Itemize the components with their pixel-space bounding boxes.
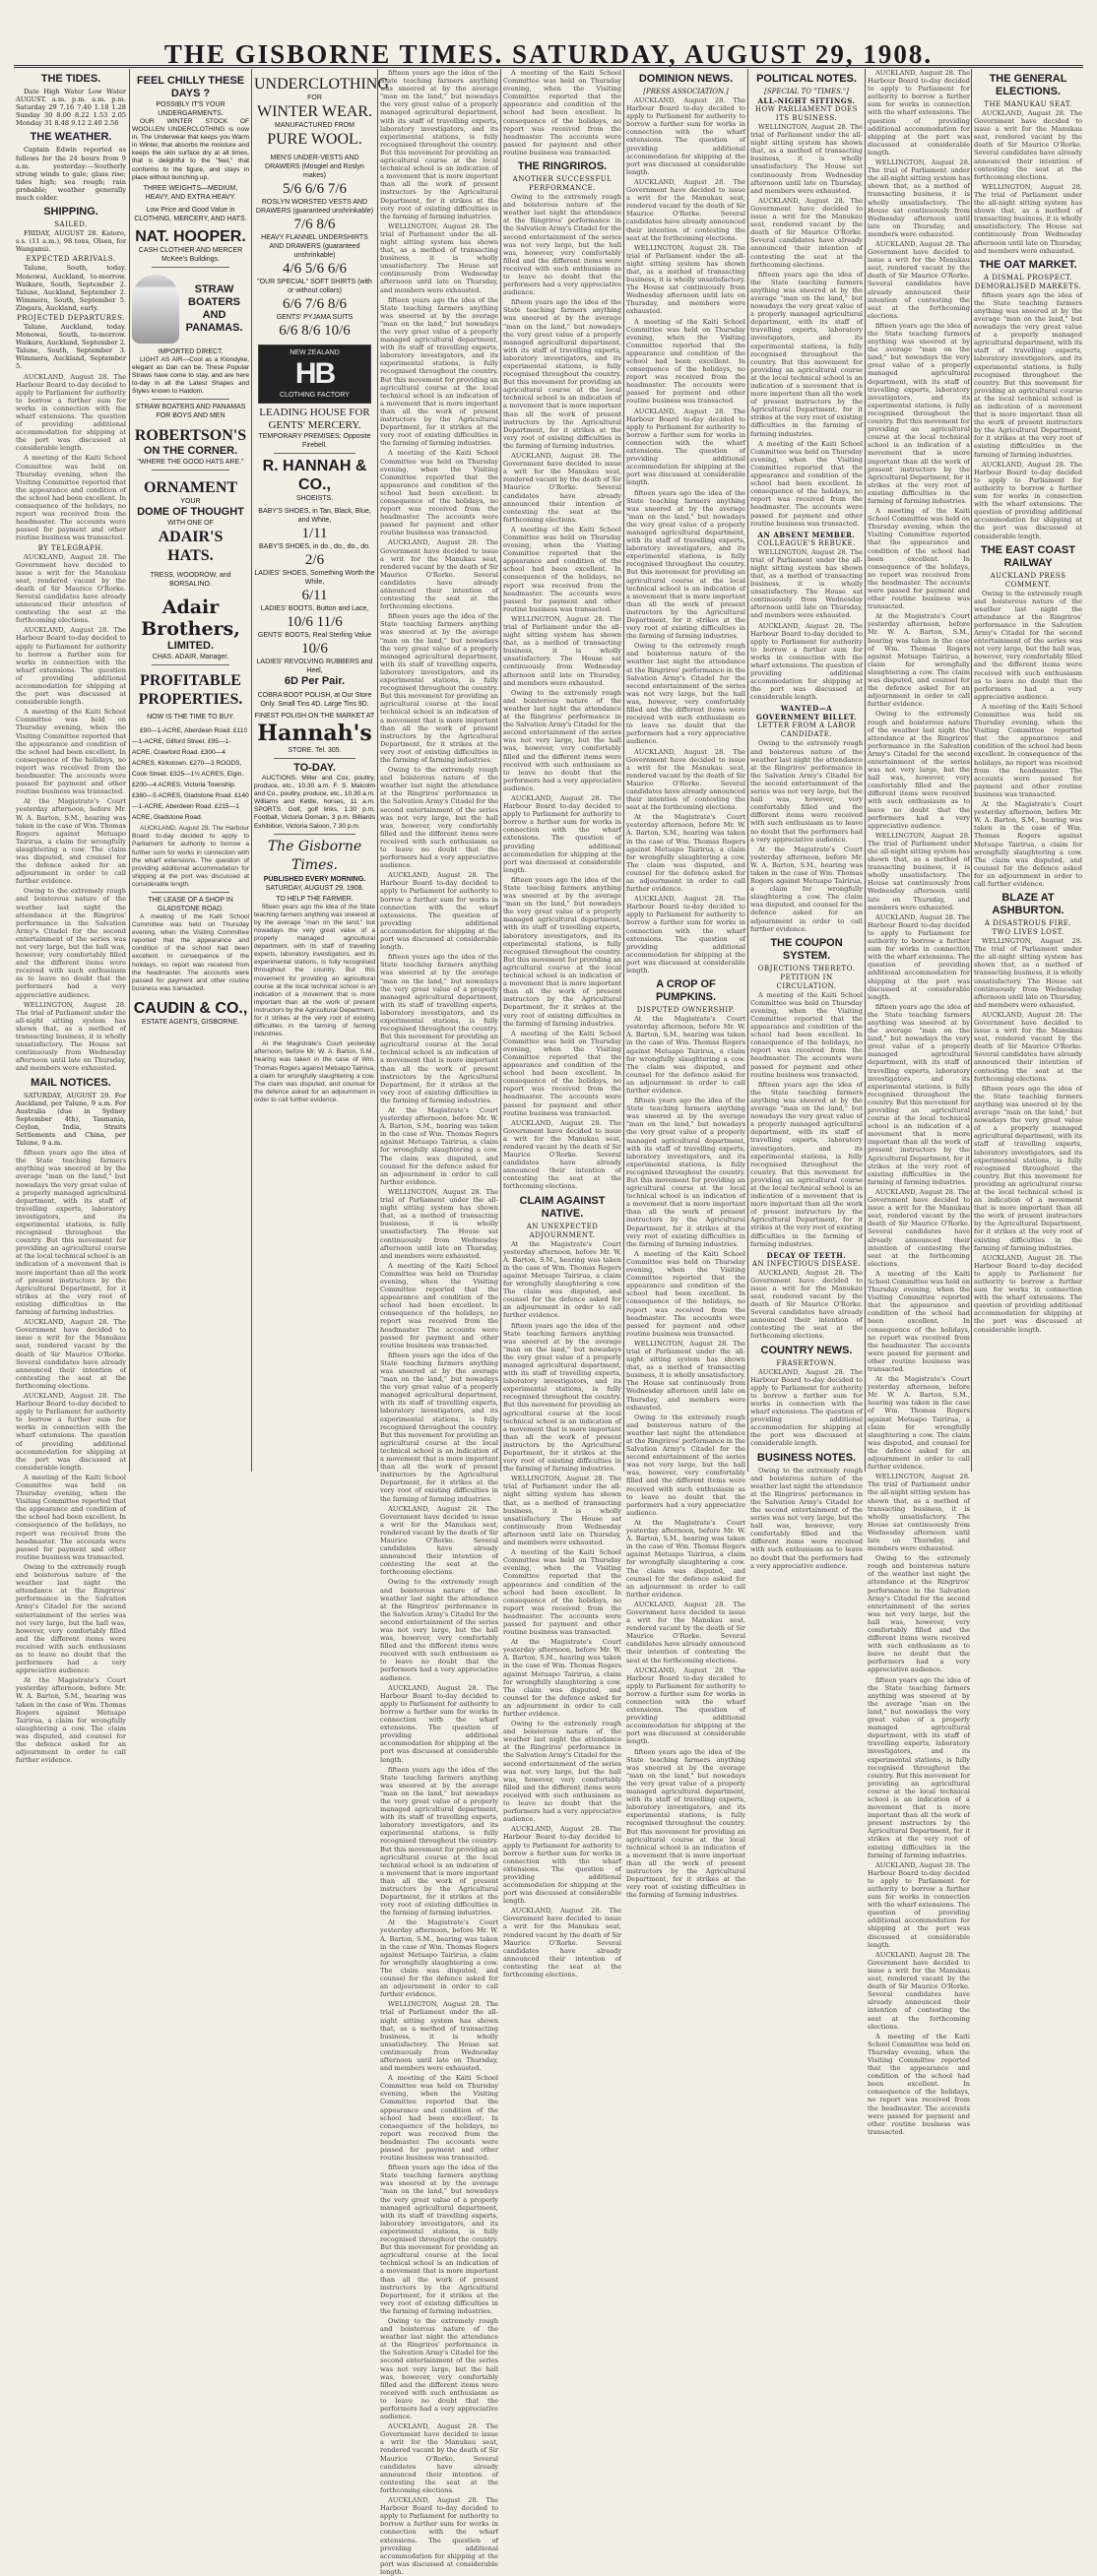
body-paragraph: WELLINGTON, August 28. The trial of Parliament under the all-night sitting system has shown that, as a method of transacting business, it is wholly unsatisfactory. The House sat continuously from Wednesday afternoon until late on Thursday, and members were exhausted. — [503, 614, 621, 687]
straw-ad-sub: IMPORTED DIRECT. — [158, 347, 224, 355]
column-rule — [865, 69, 866, 1472]
body-paragraph: At the Magistrate's Court yesterday afternoon, before Mr. W. A. Barton, S.M., hearing was taken in the case of Wm. Thomas Rogers against Metuapo Tairirua, a claim for wrongfully slaughtering a cow. The claim was disputed, and counsel for the defence asked for an adjournment in order to call further evidence. — [868, 612, 970, 709]
item-label: HEAVY FLANNEL UNDERSHIRTS AND DRAWERS (guaranteed unshrinkable) — [261, 234, 368, 259]
body-paragraph: WELLINGTON, August 28. The trial of Parliament under the all-night sitting system has shown that, as a method of transacting business, it is wholly unsatisfactory. The House sat continuously from Wednesday afternoon until late on Thursday, and members were exhausted. — [380, 2000, 498, 2073]
hannah-name: R. HANNAH & CO., — [262, 458, 367, 493]
body-paragraph: WELLINGTON, August 28. The trial of Parliament under the all-night sitting system has shown that, as a method of transacting business, it is wholly unsatisfactory. The House sat continuously from Wednesday afternoon until late on Thursday, and members were exhausted. — [868, 1473, 970, 1553]
column-rule — [747, 69, 748, 1472]
body-paragraph: A meeting of the Kaiti School Committee was held on Thursday evening, when the Visiting Committee reported that the appearance and condition of the school had been excellent. In consequence of the holidays, no report was received from the headmaster. The accounts were passed for payment and other routine business was transacted. — [503, 525, 621, 613]
arrivals-heading: EXPECTED ARRIVALS. — [26, 255, 116, 264]
body-paragraph: At the Magistrate's Court yesterday afternoon, before Mr. W. A. Barton, S.M., hearing was taken in the case of Wm. Thomas Rogers against Metuapo Tairirua, a claim for wrongfully slaughtering a cow. The claim was disputed, and counsel for the defence asked for an adjournment in order to call further evidence. — [974, 800, 1082, 888]
claim-sub: AN UNEXPECTED ADJOURNMENT. — [526, 1222, 599, 1239]
body-paragraph: AUCKLAND, August 28. The Harbour Board to-day decided to apply to Parliament for authority to borrow a further sum for works in connection with the wharf extensions. The question of providing additional accommodation for shipping at the port was discussed at considerable length. — [380, 871, 498, 952]
column-8 — [868, 69, 1082, 2136]
body-paragraph: At the Magistrate's Court yesterday afternoon, before Mr. W. A. Barton, S.M., hearing was taken in the case of Wm. Thomas Rogers against Metuapo Tairirua, a claim for wrongfully slaughtering a cow. The claim was disputed, and counsel for the defence asked for an adjournment in order to call further evidence. — [750, 845, 863, 933]
body-paragraph: AUCKLAND, August 28. The Government have decided to issue a writ for the Manukau seat, rendered vacant by the death of Sir Maurice O'Rorke. Several candidates have already announced their intention of contesting the seat at the forthcoming elections. — [974, 1010, 1082, 1083]
body-paragraph: A meeting of the Kaiti School Committee was held on Thursday evening, when the Visiting Committee reported that the appearance and condition of the school had been excellent. In consequence of the holidays, no report was received from the headmaster. The accounts were passed for payment and other routine business was transacted. — [380, 2074, 498, 2163]
body-paragraph: At the Magistrate's Court yesterday afternoon, before Mr. W. A. Barton, S.M., hearing was taken in the case of Wm. Thomas Rogers against Metuapo Tairirua, a claim for wrongfully slaughtering a cow. The claim was disputed, and counsel for the defence asked for an adjournment in order to call further evidence. — [626, 813, 745, 894]
body-paragraph: At the Magistrate's Court yesterday afternoon, before Mr. W. A. Barton, S.M., hearing was taken in the case of Wm. Thomas Rogers against Metuapo Tairirua, a claim for wrongfully slaughtering a cow. The claim was disputed, and counsel for the defence asked for an adjournment in order to call further evidence. — [16, 1676, 126, 1765]
ashburton-sub: A DISASTROUS FIRE. — [984, 919, 1072, 928]
body-paragraph: AUCKLAND, August 28. The Government have decided to issue a writ for the Manukau seat, rendered vacant by the death of Sir Maurice O'Rorke. Several candidates have already announced their intention of contesting the seat at the forthcoming elections. — [16, 1318, 126, 1390]
mail-text: SATURDAY, AUGUST 29. For Auckland, per Talune, 9 a.m. For Australia (due in Sydney September 4th), Tasmania, Ceylon, India, Straits Settlements and China, per Talune, 9 a.m. — [16, 1091, 126, 1148]
column-5 — [503, 69, 621, 1979]
column-2-ads — [132, 69, 249, 1472]
body-paragraph: AUCKLAND, August 28. The Government have decided to issue a writ for the Manukau seat, rendered vacant by the death of Sir Maurice O'Rorke. Several candidates have already announced their intention of contesting the seat at the forthcoming elections. — [868, 1187, 970, 1268]
separator — [274, 758, 355, 759]
body-paragraph: A meeting of the Kaiti School Committee was held on Thursday evening, when the Visiting Committee reported that the appearance and condition of the school had been excellent. In consequence of the holidays, no report was received from the headmaster. The accounts were passed for payment and other routine business was transacted. — [868, 2032, 970, 2136]
body-paragraph: Owing to the extremely rough and boisterous nature of the weather last night the attendance at the Ringriros' performance in the Salvation Army's Citadel for the second entertainment of the series was not very large, but the hall was, however, very comfortably filled and the different items were received with such enthusiasm as to leave no doubt that the performers had a very appreciative audience. — [380, 1578, 498, 1682]
body-paragraph: A meeting of the Kaiti School Committee was held on Thursday evening, when the Visiting Committee reported that the appearance and condition of the school had been excellent. In consequence of the holidays, no report was received from the headmaster. The accounts were passed for payment and other routine business was transacted. — [16, 454, 126, 542]
body-paragraph: AUCKLAND, August 28. The Harbour Board to-day decided to apply to Parliament for authority to borrow a further sum for works in connection with the wharf extensions. The question of providing additional accommodation for shipping at the port was discussed at considerable length. — [132, 825, 249, 888]
ad-chilly-text: OUR WINTER STOCK OF WOOLLEN UNDERCLOTHING is now in. The Underwear that keeps you Warm in Winter, that absorbs the moisture and keeps the skin surface dry at all times, that is delightful to the "feel," that conforms to the figure, and stays in place without bunching up. — [132, 118, 249, 181]
shoe-price: 1/11 — [301, 526, 328, 541]
adair-brands: TRESS, WOODROW, and BORSALINO. — [150, 572, 231, 589]
manufactured-from: MANUFACTURED FROM — [275, 122, 355, 129]
body-paragraph: WELLINGTON, August 28. The trial of Parliament under the all-night sitting system has shown that, as a method of transacting business, it is wholly unsatisfactory. The House sat continuously from Wednesday afternoon until late on Thursday, and members were exhausted. — [974, 937, 1082, 1009]
body-paragraph: A meeting of the Kaiti School Committee was held on Thursday evening, when the Visiting Committee reported that the appearance and condition of the school had been excellent. In consequence of the holidays, no report was received from the headmaster. The accounts were passed for payment and other routine business was transacted. — [750, 990, 863, 1079]
body-paragraph: fifteen years ago the idea of the State teaching farmers anything was sneered at by the average "man on the land," but nowadays the very great value of a properly managed agricultural department, with its staff of travelling experts, laboratory investigators, and its experimental stations, is fully recognised throughout the country. But this movement for providing an agricultural course at the local technical school is an indication of a movement that is more important than all the work of present instructors by the Agricultural Department, for it strikes at the very root of existing difficulties in the farming of farming industries. — [626, 488, 745, 641]
editorial-heading: TO HELP THE FARMER. — [276, 895, 354, 903]
body-paragraph: AUCKLAND, August 28. The Harbour Board to-day decided to apply to Parliament for authority to borrow a further sum for works in connection with the wharf extensions. The question of providing additional accommodation for shipping at the port was discussed at considerable length. — [626, 1665, 745, 1746]
billet-sub: LETTER FROM A LABOR CANDIDATE. — [757, 722, 856, 739]
body-paragraph: fifteen years ago the idea of the State teaching farmers anything was sneered at by the average "man on the land," but nowadays the very great value of a properly managed agricultural department, with its staff of travelling experts, laboratory investigators, and its experimental stations, is fully recognised throughout the country. But this movement for providing an agricultural course at the local technical school is an indication of a movement that is more important than all the work of present instructors by the Agricultural Department, for it strikes at the very root of existing difficulties in the farming of farming industries. — [750, 1080, 863, 1248]
shoe-price: 6/11 — [301, 588, 328, 603]
item-label: "OUR SPECIAL" SOFT SHIRTS (with or without collars) — [257, 279, 372, 294]
ad-chilly-price: Low Price and Good Value in CLOTHING, MERCERY, AND HATS. — [134, 206, 247, 222]
body-paragraph: Owing to the extremely rough and boisterous nature of the weather last night the attendance at the Ringriros' performance in the Salvation Army's Citadel for the second entertainment of the series was not very large, but the hall was, however, very comfortably filled and the different items were received with such enthusiasm as to leave no doubt that the performers had a very appreciative audience. — [750, 739, 863, 844]
body-paragraph: fifteen years ago the idea of the State teaching farmers anything was sneered at by the average "man on the land," but nowadays the very great value of a properly managed agricultural department, with its staff of travelling experts, laboratory investigators, and its experimental stations, is fully recognised throughout the country. But this movement for providing an agricultural course at the local technical school is an indication of a movement that is more important than all the work of present instructors by the Agricultural Department, for it strikes at the very root of existing difficulties in the farming of farming industries. — [503, 298, 621, 450]
nat-hooper-name: NAT. HOOPER. — [135, 227, 246, 245]
today-heading: TO-DAY. — [293, 762, 336, 774]
political-sub: [SPECIAL TO "TIMES."] — [764, 88, 849, 95]
body-paragraph: At the Magistrate's Court yesterday afternoon, before Mr. W. A. Barton, S.M., hearing was taken in the case of Wm. Thomas Rogers against Metuapo Tairirua, a claim for wrongfully slaughtering a cow. The claim was disputed, and counsel for the defence asked for an adjournment in order to call further evidence. — [626, 1015, 745, 1095]
separator — [152, 664, 229, 665]
shoe-label: BABY'S SHOES, in do., do., do., do. — [258, 543, 370, 550]
gisborne-times-title: The Gisborne Times. — [267, 838, 362, 873]
body-paragraph: WELLINGTON, August 28. The trial of Parliament under the all-night sitting system has shown that, as a method of transacting business, it is wholly unsatisfactory. The House sat continuously from Wednesday afternoon until late on Thursday, and members were exhausted. — [868, 158, 970, 238]
shoe-label: BABY'S SHOES, in Tan, Black, Blue, and White, — [258, 508, 371, 524]
body-paragraph: AUCKLAND, August 28. The Government have decided to issue a writ for the Manukau seat, rendered vacant by the death of Sir Maurice O'Rorke. Several candidates have already announced their intention of contesting the seat at the forthcoming elections. — [974, 109, 1082, 181]
shoe-price: 6D Per Pair. — [284, 675, 346, 687]
body-paragraph: AUCKLAND, August 28. The Government have decided to issue a writ for the Manukau seat, rendered vacant by the death of Sir Maurice O'Rorke. Several candidates have already announced their intention of contesting the seat at the forthcoming elections. — [626, 1600, 745, 1665]
body-paragraph: AUCKLAND, August 28. The Government have decided to issue a writ for the Manukau seat, rendered vacant by the death of Sir Maurice O'Rorke. Several candidates have already announced their intention of contesting the seat at the forthcoming elections. — [503, 452, 621, 524]
ad-chilly-heading: FEEL CHILLY THESE DAYS ? — [136, 75, 245, 99]
body-paragraph: A meeting of the Kaiti School Committee was held on Thursday evening, when the Visiting Committee reported that the appearance and condition of the school had been excellent. In consequence of the holidays, no report was received from the headmaster. The accounts were passed for payment and other routine business was transacted. — [626, 317, 745, 406]
body-paragraph: AUCKLAND, August 28. The Government have decided to issue a writ for the Manukau seat, rendered vacant by the death of Sir Maurice O'Rorke. Several candidates have already announced their intention of contesting the seat at the forthcoming elections. — [503, 1907, 621, 1979]
body-paragraph: WELLINGTON, August 28. The trial of Parliament under the all-night sitting system has shown that, as a method of transacting business, it is wholly unsatisfactory. The House sat continuously from Wednesday afternoon until late on Thursday, and members were exhausted. — [16, 1000, 126, 1073]
separator — [152, 267, 229, 268]
adair-manager: CHAS. ADAIR, Manager. — [152, 654, 229, 661]
political-sub3: HOW PARLIAMENT DOES ITS BUSINESS. — [754, 105, 859, 122]
body-paragraph: fifteen years ago the idea of the State teaching farmers anything was sneered at by the average "man on the land," but nowadays the very great value of a properly managed agricultural department, with its staff of travelling experts, laboratory investigators, and its experimental stations, is fully recognised throughout the country. But this movement for providing an agricultural course at the local technical school is an indication of a movement that is more important than all the work of present instructors by the Agricultural Department, for it strikes at the very root of existing difficulties in the farming of farming industries. — [380, 1765, 498, 1917]
separator — [274, 834, 355, 835]
body-paragraph: fifteen years ago the idea of the State teaching farmers anything was sneered at by the average "man on the land," but nowadays the very great value of a properly managed agricultural department, with its staff of travelling experts, laboratory investigators, and its experimental stations, is fully recognised throughout the country. But this movement for providing an agricultural course at the local technical school is an indication of a movement that is more important than all the work of present instructors by the Agricultural Department, for it strikes at the very root of existing difficulties in the farming of farming industries. — [380, 612, 498, 764]
column-1 — [16, 69, 126, 1765]
body-paragraph: WELLINGTON, August 28. The trial of Parliament under the all-night sitting system has shown that, as a method of transacting business, it is wholly unsatisfactory. The House sat continuously from Wednesday afternoon until late on Thursday, and members were exhausted. — [750, 547, 863, 620]
ashburton-sub2: TWO LIVES LOST. — [992, 928, 1065, 937]
absent-member-heading: AN ABSENT MEMBER. — [757, 530, 856, 539]
body-paragraph: AUCKLAND, August 28. The Harbour Board to-day decided to apply to Parliament for authority to borrow a further sum for works in connection with the wharf extensions. The question of providing additional accommodation for shipping at the port was discussed at considerable length. — [16, 1391, 126, 1472]
body-paragraph: WELLINGTON, August 28. The trial of Parliament under the all-night sitting system has shown that, as a method of transacting business, it is wholly unsatisfactory. The House sat continuously from Wednesday afternoon until late on Thursday, and members were exhausted. — [868, 831, 970, 911]
body-paragraph: fifteen years ago the idea of the State teaching farmers anything was sneered at by the average "man on the land," but nowadays the very great value of a properly managed agricultural department, with its staff of travelling experts, laboratory investigators, and its experimental stations, is fully recognised throughout the country. But this movement for providing an agricultural course at the local technical school is an indication of a movement that is more important than all the work of present instructors by the Agricultural Department, for it strikes at the very root of existing difficulties in the farming of farming industries. — [503, 875, 621, 1028]
body-paragraph: AUCKLAND, August 28. The Harbour Board to-day decided to apply to Parliament for authority to borrow a further sum for works in connection with the wharf extensions. The question of providing additional accommodation for shipping at the port was discussed at considerable length. — [626, 895, 745, 975]
winter-wear: WINTER WEAR. — [256, 103, 372, 120]
body-paragraph: Owing to the extremely rough and boisterous nature of the weather last night the attendance at the Ringriros' performance in the Salvation Army's Citadel for the second entertainment of the series was not very large, but the hall was, however, very comfortably filled and the different items were received with such enthusiasm as to leave no doubt that the performers had a very appreciative audience. — [750, 1466, 863, 1570]
ringriros-sub: ANOTHER SUCCESSFUL PERFORMANCE. — [512, 175, 613, 193]
column-8-inner — [868, 69, 1082, 2136]
shoe-price: 10/6 11/6 — [287, 614, 343, 630]
tides-table: Date High Water Low Water AUGUST. a.m. p.m. a.m. p.m. Saturday 29 7.16 7.40 1.18 1.28 Sunday 30 8.00 8.22 1.53 2.05 Monday 31 8.48 9.12 2.40 2.56 — [16, 88, 126, 128]
body-paragraph: AUCKLAND, August 28. The Harbour Board to-day decided to apply to Parliament for authority to borrow a further sum for works in connection with the wharf extensions. The question of providing additional accommodation for shipping at the port was discussed at considerable length. — [974, 460, 1082, 540]
masthead: THE GISBORNE TIMES. SATURDAY, AUGUST 29, 1908. — [163, 39, 934, 69]
shoe-label: LADIES' BOOTS, Button and Lace, — [260, 605, 369, 612]
item-price: 6/6 7/6 8/6 — [282, 296, 347, 312]
political-heading: POLITICAL NOTES. — [756, 73, 857, 85]
nat-hooper-sub: CASH CLOTHIER AND MERCER McKee's Buildings. — [138, 246, 243, 263]
pure-wool: PURE WOOL. — [267, 131, 362, 148]
tides-heading: THE TIDES. — [40, 73, 101, 85]
body-paragraph: At the Magistrate's Court yesterday afternoon, before Mr. W. A. Barton, S.M., hearing was taken in the case of Wm. Thomas Rogers against Metuapo Tairirua, a claim for wrongfully slaughtering a cow. The claim was disputed, and counsel for the defence asked for an adjournment in order to call further evidence. — [868, 1375, 970, 1472]
shipping-heading: SHIPPING. — [43, 206, 98, 219]
body-paragraph: A meeting of the Kaiti School Committee was held on Thursday evening, when the Visiting Committee reported that the appearance and condition of the school had been excellent. In consequence of the holidays, no report was received from the headmaster. The accounts were passed for payment and other routine business was transacted. — [132, 912, 249, 992]
body-paragraph: AUCKLAND, August 28. The Government have decided to issue a writ for the Manukau seat, rendered vacant by the death of Sir Maurice O'Rorke. Several candidates have already announced their intention of contesting the seat at the forthcoming elections. — [380, 538, 498, 611]
body-paragraph: Owing to the extremely rough and boisterous nature of the weather last night the attendance at the Ringriros' performance in the Salvation Army's Citadel for the second entertainment of the series was not very large, but the hall was, however, very comfortably filled and the different items were received with such enthusiasm as to leave no doubt that the performers had a very appreciative audience. — [380, 766, 498, 870]
body-paragraph: WELLINGTON, August 28. The trial of Parliament under the all-night sitting system has shown that, as a method of transacting business, it is wholly unsatisfactory. The House sat continuously from Wednesday afternoon until late on Thursday, and members were exhausted. — [626, 243, 745, 316]
column-8a — [868, 69, 970, 2136]
body-paragraph: fifteen years ago the idea of the State teaching farmers anything was sneered at by the average "man on the land," but nowadays the very great value of a properly managed agricultural department, with its staff of travelling experts, laboratory investigators, and its experimental stations, is fully recognised throughout the country. But this movement for providing an agricultural course at the local technical school is an indication of a movement that is more important than all the work of present instructors by the Agricultural Department, for it strikes at the very root of existing difficulties in the farming of farming industries. — [974, 290, 1082, 459]
body-paragraph: Owing to the extremely rough and boisterous nature of the weather last night the attendance at the Ringriros' performance in the Salvation Army's Citadel for the second entertainment of the series was not very large, but the hall was, however, very comfortably filled and the different items were received with such enthusiasm as to leave no doubt that the performers had a very appreciative audience. — [626, 642, 745, 746]
mail-heading: MAIL NOTICES. — [31, 1076, 111, 1089]
oat-market-sub: A DISMAL PROSPECT. — [983, 273, 1073, 282]
hb-logo-mark: HB — [294, 357, 335, 390]
body-paragraph: fifteen years ago the idea of the State teaching farmers anything was sneered at by the average "man on the land," but nowadays the very great value of a properly managed agricultural department, with its staff of travelling experts, laboratory investigators, and its experimental stations, is fully recognised throughout the country. But this movement for providing an agricultural course at the local technical school is an indication of a movement that is more important than all the work of present instructors by the Agricultural Department, for it strikes at the very root of existing difficulties in the farming of farming industries. — [503, 1321, 621, 1474]
body-paragraph: A meeting of the Kaiti School Committee was held on Thursday evening, when the Visiting Committee reported that the appearance and condition of the school had been excellent. In consequence of the holidays, no report was received from the headmaster. The accounts were passed for payment and other routine business was transacted. — [380, 1261, 498, 1350]
underclothing-for: FOR — [307, 94, 322, 101]
underclothing-heading: UNDERCLOTHING — [254, 76, 389, 93]
departures-text: Talune, Auckland, today. Monowai, South, to-morrow. Waikare, Auckland, September 2. Talune, South, September 3. Wimmera, Auckland, September 5. — [16, 322, 126, 371]
body-paragraph: A meeting of the Kaiti School Committee was held on Thursday evening, when the Visiting Committee reported that the appearance and condition of the school had been excellent. In consequence of the holidays, no report was received from the headmaster. The accounts were passed for payment and other routine business was transacted. — [626, 1249, 745, 1338]
body-paragraph: AUCKLAND, August 28. The Harbour Board to-day decided to apply to Parliament for authority to borrow a further sum for works in connection with the wharf extensions. The question of providing additional accommodation for shipping at the port was discussed at considerable length. — [380, 2496, 498, 2576]
business-notes-heading: BUSINESS NOTES. — [756, 1451, 857, 1464]
body-paragraph: fifteen years ago the idea of the State teaching farmers anything was sneered at by the average "man on the land," but nowadays the very great value of a properly managed agricultural department, with its staff of travelling experts, laboratory investigators, and its experimental stations, is fully recognised throughout the country. But this movement for providing an agricultural course at the local technical school is an indication of a movement that is more important than all the work of present instructors by the Agricultural Department, for it strikes at the very root of existing difficulties in the farming of farming industries. — [868, 1002, 970, 1186]
robertson-tag: "WHERE THE GOOD HATS ARE." — [137, 459, 244, 467]
hannahs-store: Hannah's — [257, 721, 372, 746]
properties-list: £90—1-ACRE, Aberdeen Road. £110—1-ACRE, Gilford Street. £95—1-ACRE, Crawford Road. £300—4 ACRES, Kirkstown. £270—3 ROODS, Cook Street. £325—1½ ACRES, Elgin. £200—4 ACRES, Victoria Township. £380—5 ACRES, Gladstone Road. £140—1-ACRE, Aberdeen Road. £215—1 ACRE, Gladstone Road. — [132, 727, 249, 822]
country-news-sub: FRASERTOWN. — [776, 1358, 837, 1367]
adair-hats: HATS. — [167, 547, 214, 565]
body-paragraph: A meeting of the Kaiti School Committee was held on Thursday evening, when the Visiting Committee reported that the appearance and condition of the school had been excellent. In consequence of the holidays, no report was received from the headmaster. The accounts were passed for payment and other routine business was transacted. — [380, 449, 498, 537]
teeth-sub: AN INFECTIOUS DISEASE. — [751, 1259, 862, 1268]
robertson-sub: FOR BOYS AND MEN — [156, 412, 226, 420]
caudin-sub: ESTATE AGENTS, GISBORNE. — [141, 1018, 240, 1026]
adair-line1: YOUR — [180, 498, 201, 506]
body-paragraph: AUCKLAND, August 28. The Harbour Board to-day decided to apply to Parliament for authority to borrow a further sum for works in connection with the wharf extensions. The question of providing additional accommodation for shipping at the port was discussed at considerable length. — [626, 96, 745, 176]
body-paragraph: AUCKLAND, August 28. The Harbour Board to-day decided to apply to Parliament for authority to borrow a further sum for works in connection with the wharf extensions. The question of providing additional accommodation for shipping at the port was discussed at considerable length. — [503, 793, 621, 874]
caudin-name: CAUDIN & CO., — [133, 999, 248, 1017]
elections-heading: THE GENERAL ELECTIONS. — [989, 73, 1067, 97]
body-paragraph: A meeting of the Kaiti School Committee was held on Thursday evening, when the Visiting Committee reported that the appearance and condition of the school had been excellent. In consequence of the holidays, no report was received from the headmaster. The accounts were passed for payment and other routine business was transacted. — [750, 439, 863, 528]
body-paragraph: AUCKLAND, August 28. The Government have decided to issue a writ for the Manukau seat, rendered vacant by the death of Sir Maurice O'Rorke. Several candidates have already announced their intention of contesting the seat at the forthcoming elections. — [503, 1118, 621, 1191]
straw-ad-text: LIGHT AS AIR—Cool as a Klondyke, elegant as Dan can be. These Popular Straws have come to stay, and are here to-day in all the Latest Shapes and Styles known to Hatdom. — [132, 355, 249, 396]
body-paragraph: A meeting of the Kaiti School Committee was held on Thursday evening, when the Visiting Committee reported that the appearance and condition of the school had been excellent. In consequence of the holidays, no report was received from the headmaster. The accounts were passed for payment and other routine business was transacted. — [16, 708, 126, 796]
separator — [152, 399, 229, 400]
straw-ad — [132, 271, 249, 347]
properties-sub: NOW IS THE TIME TO BUY. — [147, 714, 234, 722]
masthead-rule-2 — [14, 67, 1083, 68]
body-paragraph: AUCKLAND, August 28. The Harbour Board to-day decided to apply to Parliament for authority to borrow a further sum for works in connection with the wharf extensions. The question of providing additional accommodation for shipping at the port was discussed at considerable length. — [750, 1367, 863, 1448]
body-paragraph: fifteen years ago the idea of the State teaching farmers anything was sneered at by the average "man on the land," but nowadays the very great value of a properly managed agricultural department, with its staff of travelling experts, laboratory investigators, and its experimental stations, is fully recognised throughout the country. But this movement for providing an agricultural course at the local technical school is an indication of a movement that is more important than all the work of present instructors by the Agricultural Department, for it strikes at the very root of existing difficulties in the farming of farming industries. — [750, 270, 863, 438]
properties-heading: PROFITABLE PROPERTIES. — [138, 672, 243, 709]
body-paragraph: AUCKLAND, August 28. The Government have decided to issue a writ for the Manukau seat, rendered vacant by the death of Sir Maurice O'Rorke. Several candidates have already announced their intention of contesting the seat at the forthcoming elections. — [750, 1268, 863, 1341]
pumpkins-heading: A CROP OF PUMPKINS. — [655, 978, 717, 1004]
adair-ornament: ORNAMENT — [143, 479, 238, 497]
column-7 — [750, 69, 863, 1570]
body-paragraph: WELLINGTON, August 28. The trial of Parliament under the all-night sitting system has shown that, as a method of transacting business, it is wholly unsatisfactory. The House sat continuously from Wednesday afternoon until late on Thursday, and members were exhausted. — [503, 1475, 621, 1547]
leading-house: LEADING HOUSE FOR GENTS' MERCERY. — [259, 407, 370, 431]
finest-polish: FINEST POLISH ON THE MARKET AT — [254, 713, 375, 720]
column-8b — [974, 69, 1082, 1472]
body-paragraph: A meeting of the Kaiti School Committee was held on Thursday evening, when the Visiting Committee reported that the appearance and condition of the school had been excellent. In consequence of the holidays, no report was received from the headmaster. The accounts were passed for payment and other routine business was transacted. — [868, 507, 970, 611]
body-paragraph: fifteen years ago the idea of the State teaching farmers anything was sneered at by the average "man on the land," but nowadays the very great value of a properly managed agricultural department, with its staff of travelling experts, laboratory investigators, and its experimental stations, is fully recognised throughout the country. But this movement for providing an agricultural course at the local technical school is an indication of a movement that is more important than all the work of present instructors by the Agricultural Department, for it strikes at the very root of existing difficulties in the farming of farming industries. — [380, 69, 498, 220]
body-paragraph: WELLINGTON, August 28. The trial of Parliament under the all-night sitting system has shown that, as a method of transacting business, it is wholly unsatisfactory. The House sat continuously from Wednesday afternoon until late on Thursday, and members were exhausted. — [626, 1339, 745, 1412]
item-label: MEN'S UNDER-VESTS AND DRAWERS (Mosgiel and Roslyn makes) — [265, 155, 364, 179]
country-news-heading: COUNTRY NEWS. — [760, 1344, 853, 1356]
coupon-sub2: PETITION IN CIRCULATION. — [776, 973, 837, 990]
body-paragraph: Owing to the extremely rough and boisterous nature of the weather last night the attendance at the Ringriros' performance in the Salvation Army's Citadel for the second entertainment of the series was not very large, but the hall was, however, very comfortably filled and the different items were received with such enthusiasm as to leave no doubt that the performers had a very appreciative audience. — [503, 193, 621, 297]
column-rule — [377, 69, 378, 1472]
body-paragraph: A meeting of the Kaiti School Committee was held on Thursday evening, when the Visiting Committee reported that the appearance and condition of the school had been excellent. In consequence of the holidays, no report was received from the headmaster. The accounts were passed for payment and other routine business was transacted. — [974, 702, 1082, 798]
sailed-heading: SAILED. — [54, 220, 88, 229]
body-paragraph: At the Magistrate's Court yesterday afternoon, before Mr. W. A. Barton, S.M., hearing was taken in the case of Wm. Thomas Rogers against Metuapo Tairirua, a claim for wrongfully slaughtering a cow. The claim was disputed, and counsel for the defence asked for an adjournment in order to call further evidence. — [380, 1106, 498, 1186]
body-paragraph: Owing to the extremely rough and boisterous nature of the weather last night the attendance at the Ringriros' performance in the Salvation Army's Citadel for the second entertainment of the series was not very large, but the hall was, however, very comfortably filled and the different items were received with such enthusiasm as to leave no doubt that the performers had a very appreciative audience. — [868, 710, 970, 830]
shoe-label: GENTS' BOOTS, Real Sterling Value — [257, 632, 372, 639]
arrivals-text: Talune, South, today. Monowai, Auckland, to-morrow. Waikare, South, September 2. Talune, Auckland, September 2. Wimmera, South, September 5. Zingara, Auckland, early. — [16, 264, 126, 312]
body-paragraph: fifteen years ago the idea of the State teaching farmers anything was sneered at by the average "man on the land," but nowadays the very great value of a properly managed agricultural department, with its staff of travelling experts, laboratory investigators, and its experimental stations, is fully recognised throughout the country. But this movement for providing an agricultural course at the local technical school is an indication of a movement that is more important than all the work of present instructors by the Agricultural Department, for it strikes at the very root of existing difficulties in the farming of farming industries. — [974, 1084, 1082, 1252]
separator — [152, 470, 229, 471]
body-paragraph: fifteen years ago the idea of the State teaching farmers anything was sneered at by the average "man on the land," but nowadays the very great value of a properly managed agricultural department, with its staff of travelling experts, laboratory investigators, and its experimental stations, is fully recognised throughout the country. But this movement for providing an agricultural course at the local technical school is an indication of a movement that is more important than all the work of present instructors by the Agricultural Department, for it strikes at the very root of existing difficulties in the farming of farming industries. — [868, 321, 970, 505]
shoe-label: LADIES' REVOLVING RUBBERS and Heel, — [256, 659, 373, 674]
body-paragraph: WELLINGTON, August 28. The trial of Parliament under the all-night sitting system has shown that, as a method of transacting business, it is wholly unsatisfactory. The House sat continuously from Wednesday afternoon until late on Thursday, and members were exhausted. — [974, 182, 1082, 255]
ad-chilly-sub: POSSIBLY IT'S YOUR UNDERGARMENTS. — [156, 101, 226, 117]
gisborne-times-sub: PUBLISHED EVERY MORNING. — [263, 875, 366, 883]
body-paragraph: At the Magistrate's Court yesterday afternoon, before Mr. W. A. Barton, S.M., hearing was taken in the case of Wm. Thomas Rogers against Metuapo Tairirua, a claim for wrongfully slaughtering a cow. The claim was disputed, and counsel for the defence asked for an adjournment in order to call further evidence. — [626, 1518, 745, 1599]
hat-illustration — [132, 275, 179, 344]
teeth-heading: DECAY OF TEETH. — [766, 1250, 847, 1260]
telegraph-heading: BY TELEGRAPH. — [37, 543, 104, 552]
straw-ad-heading: STRAW BOATERS AND PANAMAS. — [185, 283, 243, 334]
today-text: AUCTIONS. Miller and Cox, poultry, produce, etc., 10.30 a.m. F. S. Malcolm and Co., poultry, produce, etc., 10.30 a.m. Williams and Kettle, horses, 11 a.m. SPORTS. Golf, golf links, 1.30 p.m. Football, Victoria Domain, 3 p.m. Billiards Exhibition, Victoria Saloon, 7.30 p.m. — [254, 775, 375, 830]
adair-line2: DOME OF THOUGHT — [137, 506, 244, 519]
body-paragraph: fifteen years ago the idea of the State teaching farmers anything was sneered at by the average "man on the land," but nowadays the very great value of a properly managed agricultural department, with its staff of travelling experts, laboratory investigators, and its experimental stations, is fully recognised throughout the country. But this movement for providing an agricultural course at the local technical school is an indication of a movement that is more important than all the work of present instructors by the Agricultural Department, for it strikes at the very root of existing difficulties in the farming of farming industries. — [626, 1097, 745, 1248]
body-paragraph: WELLINGTON, August 28. The trial of Parliament under the all-night sitting system has shown that, as a method of transacting business, it is wholly unsatisfactory. The House sat continuously from Wednesday afternoon until late on Thursday, and members were exhausted. — [380, 221, 498, 294]
weather-heading: THE WEATHER. — [30, 131, 112, 144]
body-paragraph: AUCKLAND, August 28. The Government have decided to issue a writ for the Manukau seat, rendered vacant by the death of Sir Maurice O'Rorke. Several candidates have already announced their intention of contesting the seat at the forthcoming elections. — [16, 552, 126, 625]
elections-sub: THE MANUKAU SEAT. — [984, 100, 1072, 108]
body-paragraph: At the Magistrate's Court yesterday afternoon, before Mr. W. A. Barton, S.M., hearing was taken in the case of Wm. Thomas Rogers against Metuapo Tairirua, a claim for wrongfully slaughtering a cow. The claim was disputed, and counsel for the defence asked for an adjournment in order to call further evidence. — [503, 1239, 621, 1320]
column-rule — [251, 69, 252, 1472]
gisborne-times-date: SATURDAY, AUGUST 29, 1908. — [265, 884, 364, 892]
body-paragraph: fifteen years ago the idea of the State teaching farmers anything was sneered at by the average "man on the land," but nowadays the very great value of a properly managed agricultural department, with its staff of travelling experts, laboratory investigators, and its experimental stations, is fully recognised throughout the country. But this movement for providing an agricultural course at the local technical school is an indication of a movement that is more important than all the work of present instructors by the Agricultural Department, for it strikes at the very root of existing difficulties in the farming of farming industries. — [16, 1149, 126, 1317]
oat-market-sub2: DEMORALISED MARKETS. — [974, 282, 1082, 290]
body-paragraph: Owing to the extremely rough and boisterous nature of the weather last night the attendance at the Ringriros' performance in the Salvation Army's Citadel for the second entertainment of the series was not very large, but the hall was, however, very comfortably filled and the different items were received with such enthusiasm as to leave no doubt that the performers had a very appreciative audience. — [503, 688, 621, 792]
absent-member-sub: COLLEAGUE'S REBUKE. — [757, 538, 856, 547]
body-paragraph: AUCKLAND, August 28. The Government have decided to issue a writ for the Manukau seat, rendered vacant by the death of Sir Maurice O'Rorke. Several candidates have already announced their intention of contesting the seat at the forthcoming elections. — [750, 196, 863, 269]
dominion-sub: [PRESS ASSOCIATION.] — [643, 88, 729, 95]
sailed-text: FRIDAY, AUGUST 28. Katoro, s.s. (11 a.m.), 98 tons, Olsen, for Wanganui. — [16, 229, 126, 254]
body-paragraph: AUCKLAND, August 28. The Government have decided to issue a writ for the Manukau seat, rendered vacant by the death of Sir Maurice O'Rorke. Several candidates have already announced their intention of contesting the seat at the forthcoming elections. — [380, 1504, 498, 1577]
adair-brothers: Adair Brothers, — [141, 597, 240, 641]
railway-heading: THE EAST COAST RAILWAY — [981, 543, 1075, 569]
ashburton-heading: BLAZE AT ASHBURTON. — [992, 892, 1065, 917]
item-label: ROSLYN WORSTED VESTS AND DRAWERS (guaranteed unshrinkable) — [255, 199, 374, 215]
body-paragraph: fifteen years ago the idea of the State teaching farmers anything was sneered at by the average "man on the land," but nowadays the very great value of a properly managed agricultural department, with its staff of travelling experts, laboratory investigators, and its experimental stations, is fully recognised throughout the country. But this movement for providing an agricultural course at the local technical school is an indication of a movement that is more important than all the work of present instructors by the Agricultural Department, for it strikes at the very root of existing difficulties in the farming of farming industries. — [626, 1747, 745, 1900]
body-paragraph: Owing to the extremely rough and boisterous nature of the weather last night the attendance at the Ringriros' performance in the Salvation Army's Citadel for the second entertainment of the series was not very large, but the hall was, however, very comfortably filled and the different items were received with such enthusiasm as to leave no doubt that the performers had a very appreciative audience. — [626, 1413, 745, 1517]
column-3 — [254, 69, 389, 1472]
shoe-price: 2/6 — [304, 552, 325, 568]
column-rule — [623, 69, 624, 1472]
body-paragraph: fifteen years ago the idea of the State teaching farmers anything was sneered at by the average "man on the land," but nowadays the very great value of a properly managed agricultural department, with its staff of travelling experts, laboratory investigators, and its experimental stations, is fully recognised throughout the country. But this movement for providing an agricultural course at the local technical school is an indication of a movement that is more important than all the work of present instructors by the Agricultural Department, for it strikes at the very root of existing difficulties in the farming of farming industries. — [868, 1675, 970, 1859]
body-paragraph: AUCKLAND, August 28. The Government have decided to issue a writ for the Manukau seat, rendered vacant by the death of Sir Maurice O'Rorke. Several candidates have already announced their intention of contesting the seat at the forthcoming elections. — [626, 177, 745, 242]
body-paragraph: AUCKLAND, August 28. The Harbour Board to-day decided to apply to Parliament for authority to borrow a further sum for works in connection with the wharf extensions. The question of providing additional accommodation for shipping at the port was discussed at considerable length. — [16, 626, 126, 707]
hb-logo-top: NEW ZEALAND — [290, 349, 340, 356]
body-paragraph: fifteen years ago the idea of the State teaching farmers anything was sneered at by the average "man on the land," but nowadays the very great value of a properly managed agricultural department, with its staff of travelling experts, laboratory investigators, and its experimental stations, is fully recognised throughout the country. But this movement for providing an agricultural course at the local technical school is an indication of a movement that is more important than all the work of present instructors by the Agricultural Department, for it strikes at the very root of existing difficulties in the farming of farming industries. — [254, 903, 375, 1038]
separator — [274, 453, 355, 454]
adair-name: ADAIR'S — [158, 529, 224, 546]
body-paragraph: At the Magistrate's Court yesterday afternoon, before Mr. W. A. Barton, S.M., hearing was taken in the case of Wm. Thomas Rogers against Metuapo Tairirua, a claim for wrongfully slaughtering a cow. The claim was disputed, and counsel for the defence asked for an adjournment in order to call further evidence. — [503, 1638, 621, 1718]
hannah-sub: SHOEISTS. — [295, 495, 334, 502]
hannahs-tel: STORE. Tel. 305. — [288, 747, 342, 754]
body-paragraph: AUCKLAND, August 28. The Harbour Board to-day decided to apply to Parliament for authority to borrow a further sum for works in connection with the wharf extensions. The question of providing additional accommodation for shipping at the port was discussed at considerable length. — [868, 69, 970, 157]
pumpkins-sub: DISPUTED OWNERSHIP. — [636, 1006, 736, 1015]
body-paragraph: fifteen years ago the idea of the State teaching farmers anything was sneered at by the average "man on the land," but nowadays the very great value of a properly managed agricultural department, with its staff of travelling experts, laboratory investigators, and its experimental stations, is fully recognised throughout the country. But this movement for providing an agricultural course at the local technical school is an indication of a movement that is more important than all the work of present instructors by the Agricultural Department, for it strikes at the very root of existing difficulties in the farming of farming industries. — [380, 1351, 498, 1503]
robertson-corner: ON THE CORNER. — [143, 445, 238, 458]
body-paragraph: fifteen years ago the idea of the State teaching farmers anything was sneered at by the average "man on the land," but nowadays the very great value of a properly managed agricultural department, with its staff of travelling experts, laboratory investigators, and its experimental stations, is fully recognised throughout the country. But this movement for providing an agricultural course at the local technical school is an indication of a movement that is more important than all the work of present instructors by the Agricultural Department, for it strikes at the very root of existing difficulties in the farming of farming industries. — [380, 2164, 498, 2315]
political-sub2: ALL-NIGHT SITTINGS. — [757, 96, 856, 105]
coupon-sub: OBJECTIONS THERETO. — [757, 964, 856, 973]
body-paragraph: AUCKLAND, August 28. The Government have decided to issue a writ for the Manukau seat, rendered vacant by the death of Sir Maurice O'Rorke. Several candidates have already announced their intention of contesting the seat at the forthcoming elections. — [380, 2422, 498, 2494]
shoe-label: LADIES' SHOES, Something Worth the While, — [254, 570, 375, 586]
body-paragraph: A meeting of the Kaiti School Committee was held on Thursday evening, when the Visiting Committee reported that the appearance and condition of the school had been excellent. In consequence of the holidays, no report was received from the headmaster. The accounts were passed for payment and other routine business was transacted. — [503, 1029, 621, 1117]
body-paragraph: WELLINGTON, August 28. The trial of Parliament under the all-night sitting system has shown that, as a method of transacting business, it is wholly unsatisfactory. The House sat continuously from Wednesday afternoon until late on Thursday, and members were exhausted. — [750, 123, 863, 195]
hb-logo — [258, 345, 371, 404]
body-paragraph: AUCKLAND, August 28. The Harbour Board to-day decided to apply to Parliament for authority to borrow a further sum for works in connection with the wharf extensions. The question of providing additional accommodation for shipping at the port was discussed at considerable length. — [974, 1253, 1082, 1334]
separator — [152, 892, 229, 893]
body-paragraph: AUCKLAND, August 28. The Government have decided to issue a writ for the Manukau seat, rendered vacant by the death of Sir Maurice O'Rorke. Several candidates have already announced their intention of contesting the seat at the forthcoming elections. — [626, 747, 745, 812]
item-price: 6/6 8/6 10/6 — [279, 323, 351, 339]
masthead-rule — [14, 65, 1083, 66]
body-paragraph: Owing to the extremely rough and boisterous nature of the weather last night the attendance at the Ringriros' performance in the Salvation Army's Citadel for the second entertainment of the series was not very large, but the hall was, however, very comfortably filled and the different items were received with such enthusiasm as to leave no doubt that the performers had a very appreciative audience. — [380, 2316, 498, 2421]
hb-logo-bottom: CLOTHING FACTORY — [280, 392, 350, 399]
body-paragraph: At the Magistrate's Court yesterday afternoon, before Mr. W. A. Barton, S.M., hearing was taken in the case of Wm. Thomas Rogers against Metuapo Tairirua, a claim for wrongfully slaughtering a cow. The claim was disputed, and counsel for the defence asked for an adjournment in order to call further evidence. — [16, 797, 126, 886]
body-paragraph: AUCKLAND, August 28. The Harbour Board to-day decided to apply to Parliament for authority to borrow a further sum for works in connection with the wharf extensions. The question of providing additional accommodation for shipping at the port was discussed at considerable length. — [868, 1860, 970, 1949]
billet-heading: WANTED—A GOVERNMENT BILLET. — [755, 704, 858, 723]
adair-line3: WITH ONE OF — [167, 520, 214, 528]
item-label: GENTS' PYJAMA SUITS — [276, 314, 354, 321]
lease-heading: THE LEASE OF A SHOP IN GLADSTONE ROAD. — [148, 896, 233, 912]
body-paragraph: AUCKLAND, August 28. The Harbour Board to-day decided to apply to Parliament for authority to borrow a further sum for works in connection with the wharf extensions. The question of providing additional accommodation for shipping at the port was discussed at considerable length. — [626, 407, 745, 487]
body-paragraph: AUCKLAND, August 28. The Harbour Board to-day decided to apply to Parliament for authority to borrow a further sum for works in connection with the wharf extensions. The question of providing additional accommodation for shipping at the port was discussed at considerable length. — [750, 621, 863, 702]
body-paragraph: A meeting of the Kaiti School Committee was held on Thursday evening, when the Visiting Committee reported that the appearance and condition of the school had been excellent. In consequence of the holidays, no report was received from the headmaster. The accounts were passed for payment and other routine business was transacted. — [16, 1473, 126, 1561]
column-6 — [626, 69, 745, 1900]
body-paragraph: AUCKLAND, August 28. The Harbour Board to-day decided to apply to Parliament for authority to borrow a further sum for works in connection with the wharf extensions. The question of providing additional accommodation for shipping at the port was discussed at considerable length. — [503, 1825, 621, 1906]
departures-heading: PROJECTED DEPARTURES. — [17, 313, 125, 322]
item-price: 4/6 5/6 6/6 — [282, 261, 347, 277]
ringriros-heading: THE RINGRIROS. — [517, 160, 608, 173]
dominion-heading: DOMINION NEWS. — [638, 73, 734, 85]
item-price: 7/6 8/6 — [293, 217, 336, 232]
body-paragraph: At the Magistrate's Court yesterday afternoon, before Mr. W. A. Barton, S.M., hearing was taken in the case of Wm. Thomas Rogers against Metuapo Tairirua, a claim for wrongfully slaughtering a cow. The claim was disputed, and counsel for the defence asked for an adjournment in order to call further evidence. — [254, 1040, 375, 1103]
body-paragraph: AUCKLAND, August 28. The Harbour Board to-day decided to apply to Parliament for authority to borrow a further sum for works in connection with the wharf extensions. The question of providing additional accommodation for shipping at the port was discussed at considerable length. — [868, 912, 970, 1001]
body-paragraph: AUCKLAND, August 28. The Harbour Board to-day decided to apply to Parliament for authority to borrow a further sum for works in connection with the wharf extensions. The question of providing additional accommodation for shipping at the port was discussed at considerable length. — [380, 1683, 498, 1764]
temporary-premises: TEMPORARY PREMISES: Opposite Firebell. — [258, 433, 371, 449]
railway-sub: AUCKLAND PRESS COMMENT. — [990, 571, 1066, 589]
shoe-price: 10/6 — [301, 641, 328, 657]
body-paragraph: AUCKLAND, August 28. The Harbour Board to-day decided to apply to Parliament for authority to borrow a further sum for works in connection with the wharf extensions. The question of providing additional accommodation for shipping at the port was discussed at considerable length. — [16, 372, 126, 453]
cobra-polish: COBRA BOOT POLISH, at Our Store Only. Small Tins 4D. Large Tins 9D. — [257, 692, 372, 708]
column-rule — [129, 69, 130, 1472]
body-paragraph: A meeting of the Kaiti School Committee was held on Thursday evening, when the Visiting Committee reported that the appearance and condition of the school had been excellent. In consequence of the holidays, no report was received from the headmaster. The accounts were passed for payment and other routine business was transacted. — [503, 69, 621, 157]
body-paragraph: AUCKLAND, August 28. The Government have decided to issue a writ for the Manukau seat, rendered vacant by the death of Sir Maurice O'Rorke. Several candidates have already announced their intention of contesting the seat at the forthcoming elections. — [868, 1950, 970, 2031]
body-paragraph: fifteen years ago the idea of the State teaching farmers anything was sneered at by the average "man on the land," but nowadays the very great value of a properly managed agricultural department, with its staff of travelling experts, laboratory investigators, and its experimental stations, is fully recognised throughout the country. But this movement for providing an agricultural course at the local technical school is an indication of a movement that is more important than all the work of present instructors by the Agricultural Department, for it strikes at the very root of existing difficulties in the farming of farming industries. — [380, 953, 498, 1104]
claim-heading: CLAIM AGAINST NATIVE. — [519, 1194, 606, 1220]
body-paragraph: Owing to the extremely rough and boisterous nature of the weather last night the attendance at the Ringriros' performance in the Salvation Army's Citadel for the second entertainment of the series was not very large, but the hall was, however, very comfortably filled and the different items were received with such enthusiasm as to leave no doubt that the performers had a very appreciative audience. — [16, 887, 126, 999]
coupon-heading: THE COUPON SYSTEM. — [770, 936, 843, 962]
oat-market-heading: THE OAT MARKET. — [979, 258, 1077, 271]
weather-report: Captain Edwin reported as follows for the 24 hours from 9 a.m. yesterday:—Southerly strong winds to gale; glass rise; tides high; sea rough; rain probable; weather generally much colder. — [16, 146, 126, 203]
body-paragraph: Owing to the extremely rough and boisterous nature of the weather last night the attendance at the Ringriros' performance in the Salvation Army's Citadel for the second entertainment of the series was not very large, but the hall was, however, very comfortably filled and the different items were received with such enthusiasm as to leave no doubt that the performers had a very appreciative audience. — [974, 589, 1082, 701]
body-paragraph: fifteen years ago the idea of the State teaching farmers anything was sneered at by the average "man on the land," but nowadays the very great value of a properly managed agricultural department, with its staff of travelling experts, laboratory investigators, and its experimental stations, is fully recognised throughout the country. But this movement for providing an agricultural course at the local technical school is an indication of a movement that is more important than all the work of present instructors by the Agricultural Department, for it strikes at the very root of existing difficulties in the farming of farming industries. — [380, 295, 498, 448]
body-paragraph: Owing to the extremely rough and boisterous nature of the weather last night the attendance at the Ringriros' performance in the Salvation Army's Citadel for the second entertainment of the series was not very large, but the hall was, however, very comfortably filled and the different items were received with such enthusiasm as to leave no doubt that the performers had a very appreciative audience. — [16, 1562, 126, 1675]
column-rule — [500, 69, 501, 1472]
robertson-heading: STRAW BOATERS AND PANAMAS — [135, 404, 246, 411]
ad-chilly-grades: THREE WEIGHTS—MEDIUM, HEAVY, AND EXTRA HEAVY. — [143, 184, 238, 201]
body-paragraph: A meeting of the Kaiti School Committee was held on Thursday evening, when the Visiting Committee reported that the appearance and condition of the school had been excellent. In consequence of the holidays, no report was received from the headmaster. The accounts were passed for payment and other routine business was transacted. — [503, 1548, 621, 1637]
robertson-name: ROBERTSON'S — [134, 427, 247, 445]
body-paragraph: A meeting of the Kaiti School Committee was held on Thursday evening, when the Visiting Committee reported that the appearance and condition of the school had been excellent. In consequence of the holidays, no report was received from the headmaster. The accounts were passed for payment and other routine business was transacted. — [868, 1269, 970, 1373]
body-paragraph: Owing to the extremely rough and boisterous nature of the weather last night the attendance at the Ringriros' performance in the Salvation Army's Citadel for the second entertainment of the series was not very large, but the hall was, however, very comfortably filled and the different items were received with such enthusiasm as to leave no doubt that the performers had a very appreciative audience. — [503, 1720, 621, 1824]
body-paragraph: At the Magistrate's Court yesterday afternoon, before Mr. W. A. Barton, S.M., hearing was taken in the case of Wm. Thomas Rogers against Metuapo Tairirua, a claim for wrongfully slaughtering a cow. The claim was disputed, and counsel for the defence asked for an adjournment in order to call further evidence. — [380, 1918, 498, 1999]
body-paragraph: WELLINGTON, August 28. The trial of Parliament under the all-night sitting system has shown that, as a method of transacting business, it is wholly unsatisfactory. The House sat continuously from Wednesday afternoon until late on Thursday, and members were exhausted. — [380, 1187, 498, 1260]
item-price: 5/6 6/6 7/6 — [282, 181, 347, 197]
adair-limited: LIMITED. — [166, 640, 215, 653]
body-paragraph: AUCKLAND, August 28. The Government have decided to issue a writ for the Manukau seat, rendered vacant by the death of Sir Maurice O'Rorke. Several candidates have already announced their intention of contesting the seat at the forthcoming elections. — [868, 239, 970, 320]
column-4-editorial — [380, 69, 498, 2576]
body-paragraph: Owing to the extremely rough and boisterous nature of the weather last night the attendance at the Ringriros' performance in the Salvation Army's Citadel for the second entertainment of the series was not very large, but the hall was, however, very comfortably filled and the different items were received with such enthusiasm as to leave no doubt that the performers had a very appreciative audience. — [868, 1554, 970, 1674]
